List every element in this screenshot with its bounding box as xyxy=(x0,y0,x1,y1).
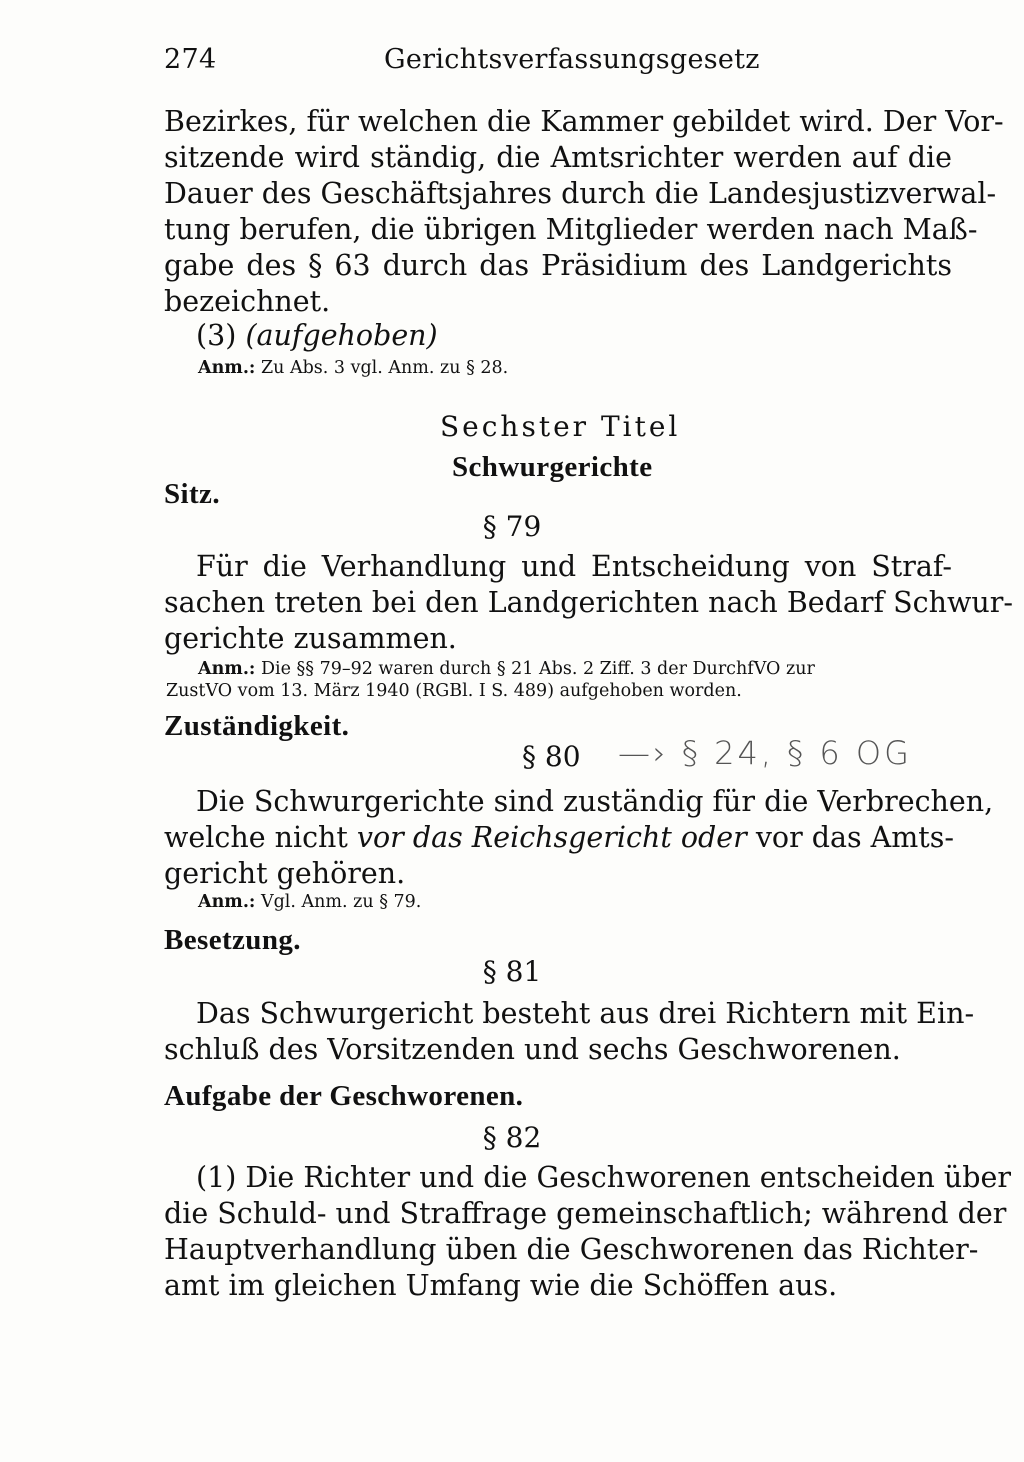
section-number-79: § 79 xyxy=(482,510,542,543)
section-number-81: § 81 xyxy=(482,955,542,988)
page-number: 274 xyxy=(164,44,217,75)
title-name: Schwurgerichte xyxy=(452,451,653,483)
section-82-paragraph xyxy=(164,1160,1011,1304)
annotation xyxy=(198,658,815,680)
text-line: schluß des Vorsitzenden und sechs Geschworenen. xyxy=(164,1033,901,1066)
text-run: vor das Amts- xyxy=(755,821,954,854)
text-line: tung berufen, die übrigen Mitglieder werden nach Maß- xyxy=(164,213,978,246)
text-line: sachen treten bei den Landgerichten nach Bedarf Schwur- xyxy=(164,586,1013,619)
text-line: Für die Verhandlung und Entscheidung von Straf- xyxy=(196,550,952,583)
text-line: sitzende wird ständig, die Amtsrichter werden auf die xyxy=(164,141,952,174)
text-run-italic: vor das Reichsgericht oder xyxy=(356,821,747,854)
text-line: die Schuld- und Straffrage gemeinschaftlich; während der xyxy=(164,1197,1007,1230)
section-81-paragraph xyxy=(164,996,975,1068)
text-line: Die Schwurgerichte sind zuständig für die Verbrechen, xyxy=(196,785,994,818)
text-line: amt im gleichen Umfang wie die Schöffen aus. xyxy=(164,1269,838,1302)
handwritten-annotation: —› § 24, § 6 OG xyxy=(618,734,912,772)
side-heading-aufgabe: Aufgabe der Geschworenen. xyxy=(164,1080,524,1112)
text-line: gericht gehören. xyxy=(164,857,406,890)
annotation xyxy=(198,357,508,379)
annotation-text: Zu Abs. 3 vgl. Anm. zu § 28. xyxy=(260,358,509,378)
text-line: gerichte zusammen. xyxy=(164,622,457,655)
side-heading-sitz: Sitz. xyxy=(164,478,220,510)
text-line-mixed xyxy=(164,820,952,856)
side-heading-besetzung: Besetzung. xyxy=(164,924,301,956)
text-line: Dauer des Geschäftsjahres durch die Landesjustizverwal- xyxy=(164,177,997,210)
text-line: gabe des § 63 durch das Präsidium des Landgerichts xyxy=(164,249,952,282)
abs3-number: (3) xyxy=(196,319,237,352)
annotation-label: Anm.: xyxy=(198,659,256,679)
running-title: Gerichtsverfassungsgesetz xyxy=(384,44,760,75)
continuation-paragraph xyxy=(164,104,1004,320)
annotation xyxy=(198,891,421,913)
annotation-label: Anm.: xyxy=(198,358,256,378)
text-line: Bezirkes, für welchen die Kammer gebildet wird. Der Vor- xyxy=(164,105,1004,138)
section-number-80: § 80 xyxy=(522,740,581,773)
abs3-line xyxy=(196,318,438,354)
title-label: Sechster Titel xyxy=(440,410,681,443)
annotation-text: Die §§ 79–92 waren durch § 21 Abs. 2 Ziff. 3 der DurchfVO zur xyxy=(260,659,815,679)
text-run: welche nicht xyxy=(164,821,348,854)
text-line: bezeichnet. xyxy=(164,285,331,318)
section-79-paragraph xyxy=(164,549,1013,657)
section-number-82: § 82 xyxy=(482,1121,542,1154)
side-heading-zustaendigkeit: Zuständigkeit. xyxy=(164,710,350,742)
text-line: (1) Die Richter und die Geschworenen entscheiden über xyxy=(196,1161,1011,1194)
annotation-text: Vgl. Anm. zu § 79. xyxy=(260,892,422,912)
section-80-paragraph xyxy=(164,784,994,892)
annotation-label: Anm.: xyxy=(198,892,256,912)
abs3-text: (aufgehoben) xyxy=(245,319,438,352)
annotation-continuation: ZustVO vom 13. März 1940 (RGBl. I S. 489) aufgehoben worden. xyxy=(166,681,742,701)
text-line: Das Schwurgericht besteht aus drei Richtern mit Ein- xyxy=(196,997,975,1030)
text-line: Hauptverhandlung üben die Geschworenen das Richter- xyxy=(164,1233,979,1266)
